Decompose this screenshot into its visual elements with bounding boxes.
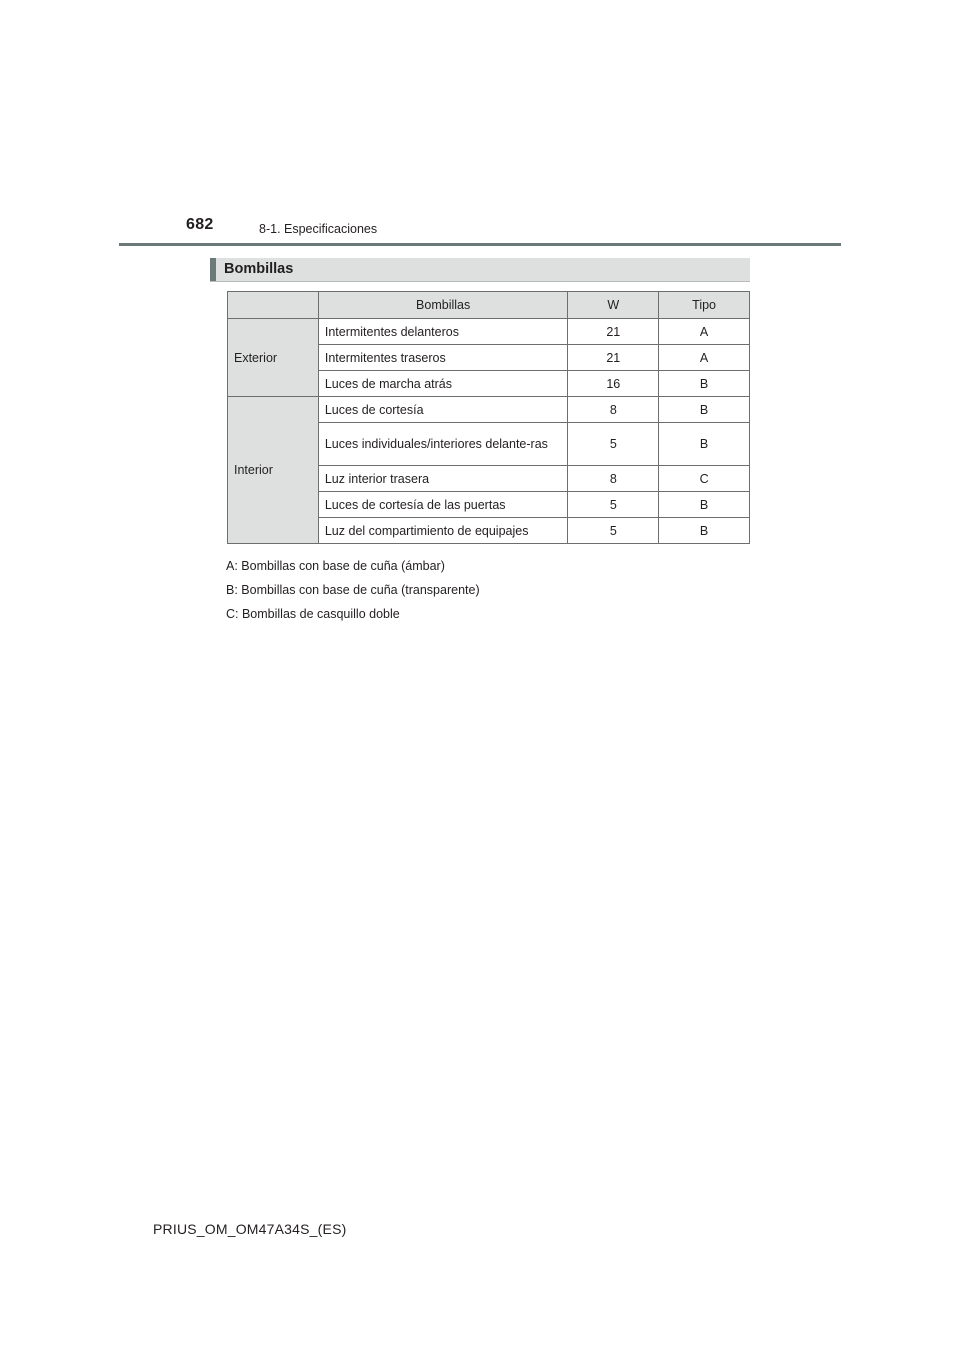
group-label-interior: Interior [228,397,319,544]
group-label-exterior: Exterior [228,319,319,397]
bulb-type: B [659,518,750,544]
bulb-type: B [659,423,750,466]
column-header-watts: W [568,292,659,319]
bulb-type: A [659,319,750,345]
bulb-watts: 5 [568,423,659,466]
bulbs-table [227,291,750,544]
bulb-name: Luz interior trasera [318,466,568,492]
legend-note-a: A: Bombillas con base de cuña (ámbar) [226,559,445,573]
column-header-bulbs: Bombillas [318,292,568,319]
bulb-name: Luces individuales/interiores delante-ras [318,423,568,466]
document-code: PRIUS_OM_OM47A34S_(ES) [153,1221,347,1237]
bulb-watts: 8 [568,397,659,423]
heading-accent-bar [210,258,216,281]
table-header-row [228,292,750,319]
legend-note-c: C: Bombillas de casquillo doble [226,607,400,621]
section-heading [210,258,750,282]
bulb-type: C [659,466,750,492]
bulb-name: Intermitentes traseros [318,345,568,371]
header-divider [119,243,841,246]
bulb-watts: 8 [568,466,659,492]
column-header-type: Tipo [659,292,750,319]
bulb-type: A [659,345,750,371]
bulb-name: Luces de cortesía de las puertas [318,492,568,518]
column-header-group [228,292,319,319]
table-row [228,319,750,345]
legend-note-b: B: Bombillas con base de cuña (transparente) [226,583,480,597]
bulb-name: Luz del compartimiento de equipajes [318,518,568,544]
bulb-name: Intermitentes delanteros [318,319,568,345]
bulb-watts: 5 [568,492,659,518]
section-title: 8-1. Especificaciones [259,222,378,236]
bulb-watts: 21 [568,345,659,371]
bulb-name: Luces de cortesía [318,397,568,423]
section-heading-label: Bombillas [224,261,294,277]
bulb-type: B [659,371,750,397]
bulb-name: Luces de marcha atrás [318,371,568,397]
bulb-type: B [659,397,750,423]
bulb-watts: 16 [568,371,659,397]
page-number: 682 [186,216,214,233]
bulb-type: B [659,492,750,518]
type-legend [226,559,480,631]
table-row [228,397,750,423]
bulb-watts: 5 [568,518,659,544]
bulb-watts: 21 [568,319,659,345]
